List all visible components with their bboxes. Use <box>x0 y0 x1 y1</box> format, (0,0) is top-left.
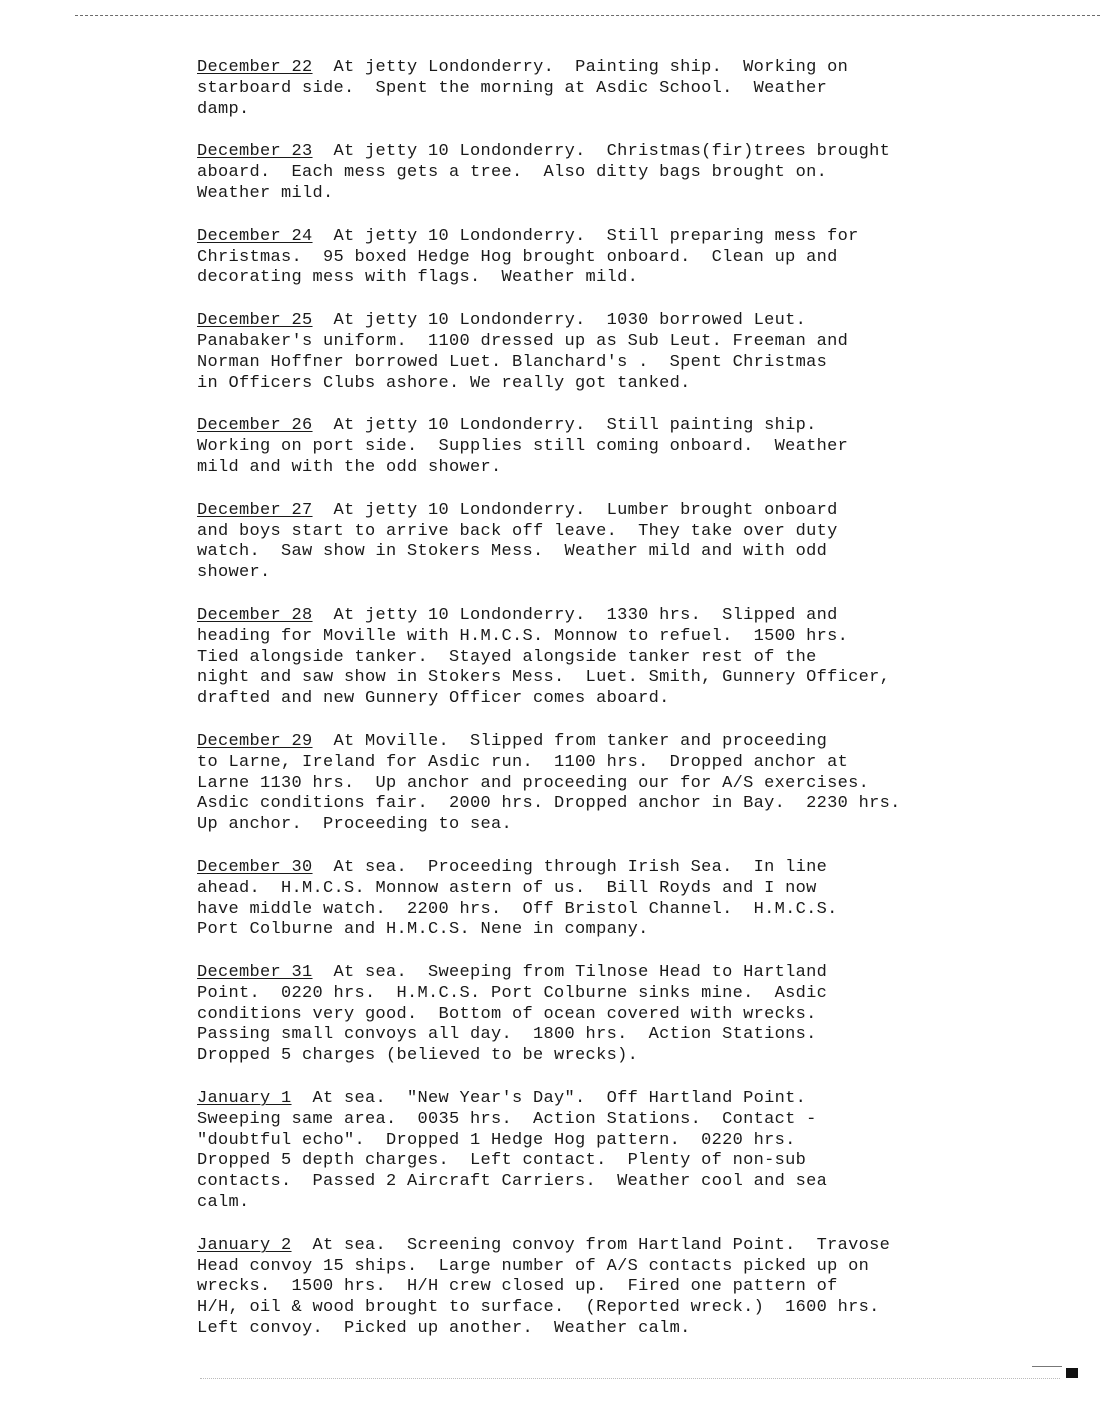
entry-date: December 25 <box>197 311 313 331</box>
entry-line <box>197 1193 1057 1214</box>
entry-line <box>197 416 1057 437</box>
entry-line <box>197 374 1057 395</box>
entry-line <box>197 1236 1057 1257</box>
entry-text: At jetty Londonderry. Painting ship. Working on <box>312 58 849 77</box>
entry-text: At jetty 10 Londonderry. 1030 borrowed Leut. <box>312 311 807 331</box>
entry-line <box>197 268 1057 289</box>
entry-text: Panabaker's uniform. 1100 dressed up as Sub Leut. Freeman and <box>197 331 849 351</box>
entry-line <box>197 815 1057 836</box>
entry-line <box>197 1005 1057 1026</box>
entry-text: Port Colburne and H.M.C.S. Nene in company. <box>197 920 649 940</box>
entry-text: aboard. Each mess gets a tree. Also ditty bags brought on. <box>197 163 828 183</box>
diary-page <box>197 58 1057 1362</box>
entry-date: December 27 <box>197 500 313 520</box>
entry-text: "doubtful echo". Dropped 1 Hedge Hog pattern. 0220 hrs. <box>197 1130 796 1150</box>
entry-text: At jetty 10 Londonderry. Still painting ship. <box>312 416 817 436</box>
entry-line <box>197 311 1057 332</box>
bottom-rule <box>200 1378 1060 1379</box>
entry-text: At sea. Screening convoy from Hartland Point. Travose <box>291 1235 891 1255</box>
diary-entry <box>197 606 1057 710</box>
diary-entry <box>197 227 1057 289</box>
entry-line <box>197 1131 1057 1152</box>
diary-entry <box>197 1236 1057 1340</box>
entry-line <box>197 858 1057 879</box>
entry-line <box>197 332 1057 353</box>
entry-text: Left convoy. Picked up another. Weather calm. <box>197 1319 691 1339</box>
entry-text: Sweeping same area. 0035 hrs. Action Stations. Contact - <box>197 1109 817 1129</box>
entry-line <box>197 1319 1057 1340</box>
entry-line <box>197 163 1057 184</box>
entry-line <box>197 1172 1057 1193</box>
diary-entry <box>197 732 1057 836</box>
diary-entry <box>197 1089 1057 1214</box>
entry-line <box>197 501 1057 522</box>
entry-line <box>197 58 1057 79</box>
diary-entry <box>197 416 1057 478</box>
entry-date: January 1 <box>197 1089 292 1109</box>
entry-line <box>197 1089 1057 1110</box>
entry-line <box>197 79 1057 100</box>
entry-text: in Officers Clubs ashore. We really got tanked. <box>197 373 691 393</box>
entry-line <box>197 900 1057 921</box>
entry-line <box>197 606 1057 627</box>
entry-text: decorating mess with flags. Weather mild. <box>197 268 639 288</box>
entry-line <box>197 1298 1057 1319</box>
entry-line <box>197 1110 1057 1131</box>
entry-text: Asdic conditions fair. 2000 hrs. Dropped anchor in Bay. 2230 hrs. <box>197 794 901 814</box>
entry-line <box>197 1046 1057 1067</box>
entry-line <box>197 689 1057 710</box>
entry-line <box>197 542 1057 563</box>
top-rule <box>75 15 1100 16</box>
diary-entry <box>197 58 1057 120</box>
entry-line <box>197 963 1057 984</box>
corner-dash <box>1032 1366 1062 1367</box>
diary-entry <box>197 501 1057 584</box>
entry-date: December 26 <box>197 416 313 436</box>
diary-entry <box>197 311 1057 394</box>
entry-text: Point. 0220 hrs. H.M.C.S. Port Colburne sinks mine. Asdic <box>197 983 828 1003</box>
entry-line <box>197 227 1057 248</box>
entry-line <box>197 437 1057 458</box>
entry-text: ahead. H.M.C.S. Monnow astern of us. Bill Royds and I now <box>197 878 817 898</box>
entry-text: starboard side. Spent the morning at Asdic School. Weather <box>197 78 828 98</box>
entry-line <box>197 984 1057 1005</box>
entry-text: At jetty 10 Londonderry. 1330 hrs. Slipped and <box>312 605 838 625</box>
entry-line <box>197 774 1057 795</box>
entry-line <box>197 563 1057 584</box>
entry-text: Working on port side. Supplies still coming onboard. Weather <box>197 437 849 457</box>
entry-text: Weather mild. <box>197 183 334 203</box>
entry-line <box>197 248 1057 269</box>
entry-line <box>197 732 1057 753</box>
entry-line <box>197 522 1057 543</box>
entry-date: December 30 <box>197 857 313 877</box>
entry-text: Head convoy 15 ships. Large number of A/S contacts picked up on <box>197 1256 870 1276</box>
entry-date: January 2 <box>197 1235 292 1255</box>
entry-line <box>197 648 1057 669</box>
entry-line <box>197 753 1057 774</box>
entry-text: At Moville. Slipped from tanker and proceeding <box>312 731 828 751</box>
entry-text: Dropped 5 depth charges. Left contact. Plenty of non-sub <box>197 1151 807 1171</box>
entry-line <box>197 920 1057 941</box>
entry-date: December 28 <box>197 605 313 625</box>
entry-text: At sea. "New Year's Day". Off Hartland Point. <box>291 1089 807 1109</box>
entry-text: At sea. Proceeding through Irish Sea. In line <box>312 857 828 877</box>
entry-line <box>197 142 1057 163</box>
entry-text: night and saw show in Stokers Mess. Luet. Smith, Gunnery Officer, <box>197 668 891 688</box>
entry-text: mild and with the odd shower. <box>197 457 502 477</box>
entry-date: December 24 <box>197 226 313 246</box>
entry-date: December 23 <box>197 142 313 162</box>
entry-line <box>197 1151 1057 1172</box>
entry-text: damp. <box>197 99 250 119</box>
entry-line <box>197 879 1057 900</box>
diary-entry <box>197 963 1057 1067</box>
entry-text: At jetty 10 Londonderry. Lumber brought onboard <box>312 500 838 520</box>
entry-line <box>197 100 1057 121</box>
entry-text: At jetty 10 Londonderry. Christmas(fir)trees brought <box>312 142 891 162</box>
entry-date: December 29 <box>197 731 313 751</box>
entry-line <box>197 458 1057 479</box>
entry-text: and boys start to arrive back off leave. They take over duty <box>197 521 838 541</box>
entry-line <box>197 353 1057 374</box>
entry-text: Tied alongside tanker. Stayed alongside tanker rest of the <box>197 647 817 667</box>
entry-line <box>197 668 1057 689</box>
entry-text: heading for Moville with H.M.C.S. Monnow to refuel. 1500 hrs. <box>197 626 849 646</box>
entry-text: At sea. Sweeping from Tilnose Head to Hartland <box>312 963 828 983</box>
entry-line <box>197 794 1057 815</box>
entry-line <box>197 1257 1057 1278</box>
entry-text: watch. Saw show in Stokers Mess. Weather mild and with odd <box>197 542 828 562</box>
entry-text: contacts. Passed 2 Aircraft Carriers. Weather cool and sea <box>197 1172 828 1192</box>
corner-mark <box>1066 1368 1078 1378</box>
diary-entry <box>197 858 1057 941</box>
entry-text: Christmas. 95 boxed Hedge Hog brought onboard. Clean up and <box>197 247 838 267</box>
entry-text: calm. <box>197 1193 250 1213</box>
entry-text: have middle watch. 2200 hrs. Off Bristol Channel. H.M.C.S. <box>197 899 838 919</box>
entry-text: H/H, oil & wood brought to surface. (Reported wreck.) 1600 hrs. <box>197 1298 880 1318</box>
entry-line <box>197 184 1057 205</box>
entry-line <box>197 1277 1057 1298</box>
entry-text: Norman Hoffner borrowed Luet. Blanchard's . Spent Christmas <box>197 352 828 372</box>
entry-text: Dropped 5 charges (believed to be wrecks). <box>197 1046 639 1066</box>
entry-text: drafted and new Gunnery Officer comes aboard. <box>197 689 670 709</box>
entry-date: December 22 <box>197 58 313 77</box>
entry-text: Passing small convoys all day. 1800 hrs. Action Stations. <box>197 1025 817 1045</box>
entry-line <box>197 1025 1057 1046</box>
entry-text: shower. <box>197 563 271 583</box>
entry-text: to Larne, Ireland for Asdic run. 1100 hrs. Dropped anchor at <box>197 752 849 772</box>
entry-text: conditions very good. Bottom of ocean covered with wrecks. <box>197 1004 817 1024</box>
entry-text: Up anchor. Proceeding to sea. <box>197 815 513 835</box>
diary-entry <box>197 142 1057 204</box>
entry-line <box>197 627 1057 648</box>
entry-date: December 31 <box>197 963 313 983</box>
entry-text: At jetty 10 Londonderry. Still preparing mess for <box>312 226 859 246</box>
entry-text: wrecks. 1500 hrs. H/H crew closed up. Fired one pattern of <box>197 1277 838 1297</box>
entry-text: Larne 1130 hrs. Up anchor and proceeding our for A/S exercises. <box>197 773 870 793</box>
